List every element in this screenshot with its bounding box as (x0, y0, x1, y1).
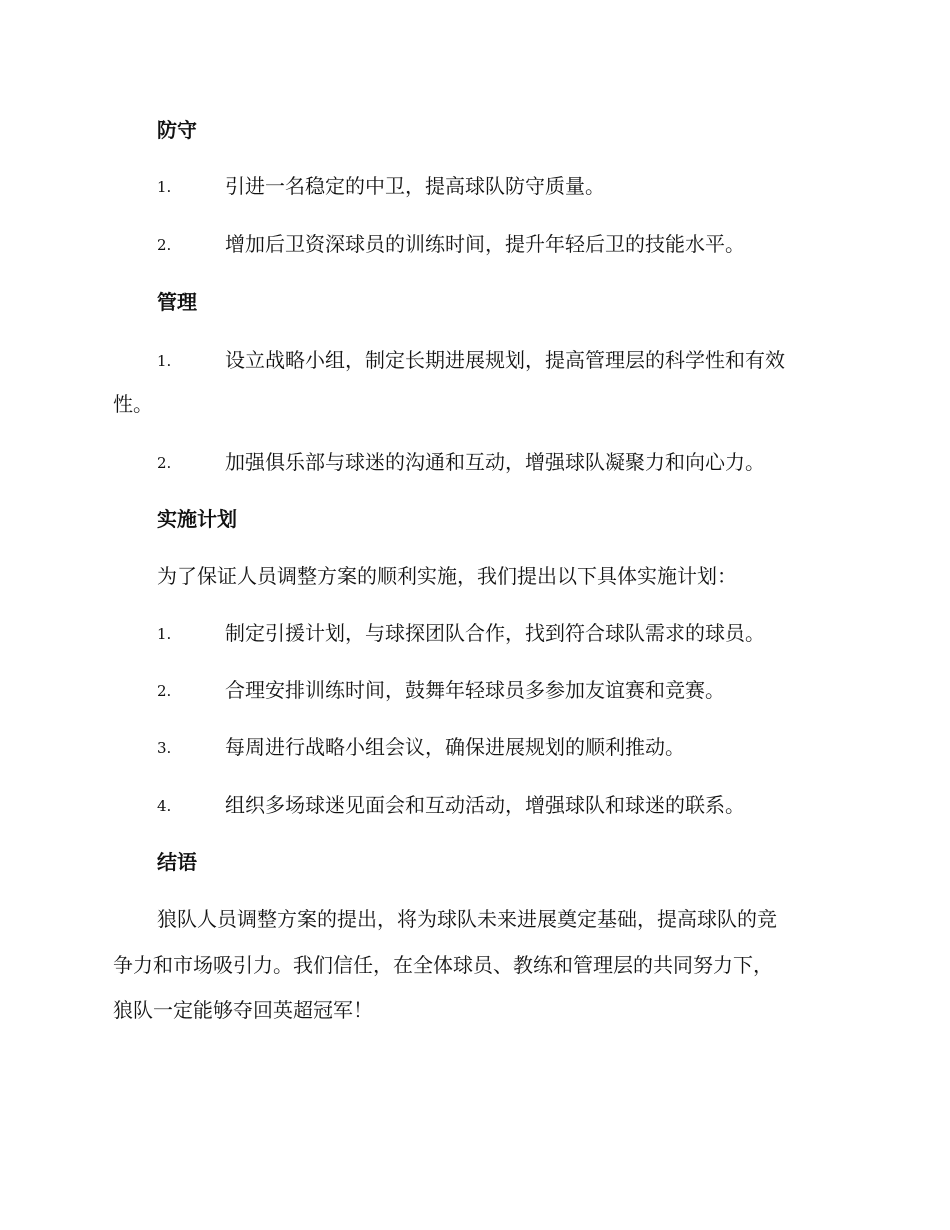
list-item-text-continuation: 性。 (113, 392, 153, 416)
list-item-text: 加强俱乐部与球迷的沟通和互动，增强球队凝聚力和向心力。 (225, 450, 765, 474)
list-item-number: 2. (157, 236, 172, 254)
list-item-number: 1. (157, 352, 172, 370)
list-item-number: 1. (157, 178, 172, 196)
list-item-text: 增加后卫资深球员的训练时间，提升年轻后卫的技能水平。 (225, 232, 745, 256)
list-item-number: 2. (157, 454, 172, 472)
list-item-text: 设立战略小组，制定长期进展规划，提高管理层的科学性和有效 (225, 348, 785, 372)
section-heading-conclusion: 结语 (157, 850, 197, 874)
section-heading-plan: 实施计划 (157, 507, 237, 531)
list-item-number: 3. (157, 739, 172, 757)
list-item-number: 2. (157, 682, 172, 700)
plan-intro: 为了保证人员调整方案的顺利实施，我们提出以下具体实施计划： (157, 564, 737, 588)
conclusion-line: 狼队人员调整方案的提出，将为球队未来进展奠定基础，提高球队的竞 (157, 907, 777, 931)
list-item-text: 每周进行战略小组会议，确保进展规划的顺利推动。 (225, 735, 685, 759)
list-item-text: 制定引援计划，与球探团队合作，找到符合球队需求的球员。 (225, 621, 765, 645)
conclusion-line: 狼队一定能够夺回英超冠军！ (113, 998, 373, 1022)
section-heading-defense: 防守 (157, 118, 197, 142)
list-item-text: 引进一名稳定的中卫，提高球队防守质量。 (225, 174, 605, 198)
section-heading-management: 管理 (157, 290, 197, 314)
list-item-text: 组织多场球迷见面会和互动活动，增强球队和球迷的联系。 (225, 793, 745, 817)
list-item-number: 1. (157, 625, 172, 643)
conclusion-line: 争力和市场吸引力。我们信任，在全体球员、教练和管理层的共同努力下， (113, 953, 773, 977)
list-item-number: 4. (157, 797, 172, 815)
list-item-text: 合理安排训练时间，鼓舞年轻球员多参加友谊赛和竞赛。 (225, 678, 725, 702)
